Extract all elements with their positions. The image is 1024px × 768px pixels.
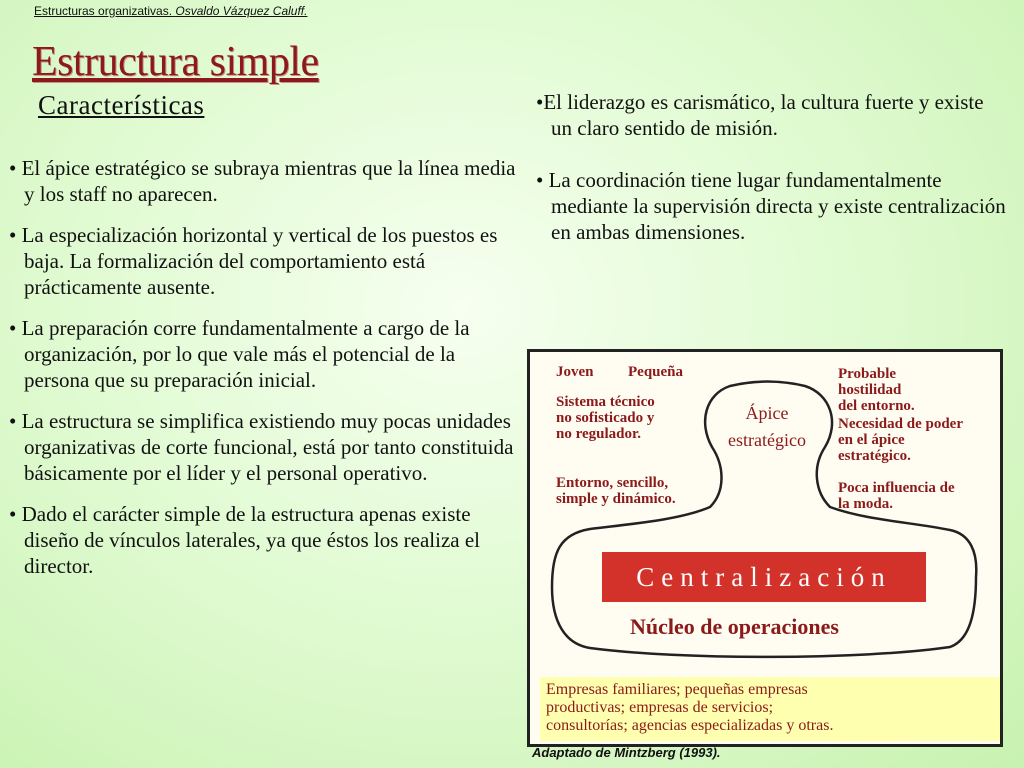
- label-pequena: Pequeña: [628, 364, 684, 380]
- centralization-box: Centralización: [602, 552, 926, 602]
- source-citation: Adaptado de Mintzberg (1993).: [532, 745, 721, 760]
- bullet-coordination: • La coordinación tiene lugar fundamentalmente mediante la supervisión directa y existe centralización en ambas dimensiones.: [536, 168, 1006, 244]
- examples-box: Empresas familiares; pequeñas empresas productivas; empresas de servicios; consultorías; agencias especializadas y otras.: [540, 677, 1000, 741]
- operating-core-label: Núcleo de operaciones: [630, 614, 839, 639]
- simple-structure-diagram: [527, 349, 1003, 747]
- left-characteristics-list: [9, 155, 524, 594]
- label-hostility: Probable hostilidad del entorno.: [838, 366, 915, 414]
- bullet-specialization: • La especialización horizontal y vertical de los puestos es baja. La formalización del comportamiento está prácticamente ausente.: [9, 223, 498, 299]
- page-title: Estructura simple: [32, 39, 319, 85]
- bullet-lateral-links: • Dado el carácter simple de la estructura apenas existe diseño de vínculos laterales, ya que éstos los realiza el director.: [9, 502, 481, 578]
- label-power-need: Necesidad de poder en el ápice estratégico.: [838, 416, 963, 464]
- label-joven: Joven: [556, 364, 594, 380]
- course-name: Estructuras organizativas.: [34, 4, 173, 18]
- label-technical-system: Sistema técnico no sofisticado y no regulador.: [556, 394, 655, 442]
- bullet-training: • La preparación corre fundamentalmente a cargo de la organización, por lo que vale más el potencial de la persona que su preparación inicial.: [9, 316, 470, 392]
- strategic-apex-label: Ápice estratégico: [728, 403, 806, 450]
- bullet-apex: • El ápice estratégico se subraya mientras que la línea media y los staff no aparecen.: [9, 156, 516, 206]
- bullet-simplified-structure: • La estructura se simplifica existiendo muy pocas unidades organizativas de corte funcional, está por tanto constituida básicamente por el líder y el personal operativo.: [9, 409, 514, 485]
- label-environment: Entorno, sencillo, simple y dinámico.: [556, 475, 676, 507]
- section-subtitle: Características: [38, 90, 205, 120]
- author-name: Osvaldo Vázquez Caluff.: [175, 4, 308, 18]
- bullet-leadership: •El liderazgo es carismático, la cultura fuerte y existe un claro sentido de misión.: [536, 90, 984, 140]
- right-characteristics-list: [536, 89, 1006, 260]
- label-fashion-influence: Poca influencia de la moda.: [838, 480, 955, 512]
- header-note: [34, 4, 307, 18]
